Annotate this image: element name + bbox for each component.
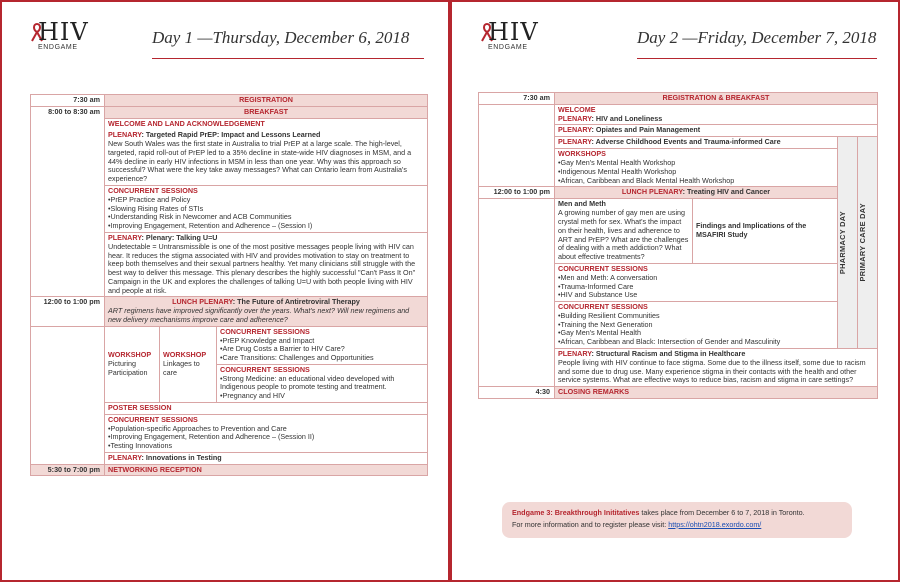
day1-schedule-table: [30, 94, 428, 476]
title-divider: [637, 58, 877, 59]
list-item: • Understanding Risk in Newcomer and ACB Communities: [108, 213, 424, 222]
plenary-title: : Innovations in Testing: [141, 452, 222, 462]
plenary-title: : Targeted Rapid PrEP: Impact and Lessons Learned: [141, 130, 321, 140]
time-cell: 8:00 to 8:30 am: [31, 106, 105, 297]
concurrent-list: [558, 312, 874, 347]
welcome-session: [105, 118, 428, 185]
plenary-uu-block: [105, 232, 428, 296]
concurrent-sessions-block: [555, 263, 838, 301]
time-cell-empty: [31, 326, 105, 464]
meth-description: A growing number of gay men are using crystal meth for sex. What's the impact on their health, lives and adherence to ART and PrEP? What are the challenges of dealing with a meth addiction? What about effective treatments?: [558, 208, 689, 262]
lunch-plenary-row: [555, 187, 838, 199]
list-item: • Population-specific Approaches to Prevention and Care: [108, 425, 424, 434]
pharmacy-day-label: PHARMACY DAY: [837, 211, 847, 275]
concurrent-label: CONCURRENT SESSIONS: [558, 302, 648, 312]
primary-care-day-label: PRIMARY CARE DAY: [857, 203, 867, 282]
plenary-racism-block: [555, 348, 878, 386]
day1-title: Day 1 —Thursday, December 6, 2018: [152, 28, 410, 47]
plenary-title: : Opiates and Pain Management: [591, 125, 701, 135]
plenary-title: : HIV and Loneliness: [591, 113, 663, 123]
lunch-title: : The Future of Antiretroviral Therapy: [232, 297, 360, 307]
registration-breakfast-row: REGISTRATION & BREAKFAST: [555, 93, 878, 105]
list-item: • Pregnancy and HIV: [220, 392, 424, 401]
welcome-label: WELCOME AND LAND ACKNOWLEDGEMENT: [108, 118, 265, 128]
plenary-label: PLENARY: [108, 130, 142, 140]
plenary-title: : Adverse Childhood Events and Trauma-informed Care: [591, 137, 781, 147]
workshop-label: WORKSHOP: [108, 350, 152, 360]
workshops-block: [555, 149, 838, 187]
poster-session-row: POSTER SESSION: [105, 403, 428, 415]
plenary-description: Undetectable = Untransmissible is one of the most positive messages people living with HIV can hear. It reduces the stigma associated with HIV and provides motivation to stay on treatment to keep both themselves and their sexual partners healthy. Yet many clinicians still struggle with the best way to deliver this message. This plenary describes the highly successful "Can't Pass It On" Campaign in the UK and explores the challenges of talking U=U with both people living with HIV and people at risk.: [108, 241, 416, 295]
list-item: • Slowing Rising Rates of STIs: [108, 205, 424, 214]
list-item: • Improving Engagement, Retention and Adherence – (Session II): [108, 433, 424, 442]
concurrent-label: CONCURRENT SESSIONS: [108, 186, 198, 196]
hiv-endgame-logo: [480, 18, 540, 58]
lunch-label: LUNCH PLENARY: [621, 187, 683, 197]
workshop-title: Picturing Participation: [108, 358, 148, 377]
concurrent-list: [220, 375, 424, 401]
list-item: • Trauma-Informed Care: [558, 283, 834, 292]
workshops-label: WORKSHOPS: [558, 149, 606, 159]
plenary-label: PLENARY: [558, 113, 592, 123]
event-info-line2: [512, 519, 842, 531]
concurrent-sessions-block: [217, 364, 428, 402]
concurrent-list: [108, 196, 424, 231]
plenary-label: PLENARY: [108, 232, 142, 242]
lunch-description: ART regimens have improved significantly over the years. What's next? Will new regimens and new delivery mechanisms improve care and adherence?: [108, 306, 410, 324]
list-item: • Building Resilient Communities: [558, 312, 874, 321]
lunch-title: : Treating HIV and Cancer: [682, 187, 771, 197]
time-cell: 7:30 am: [479, 93, 555, 105]
list-item: • Training the Next Generation: [558, 321, 874, 330]
workshops-list: [558, 159, 834, 185]
plenary-heading: [558, 115, 874, 124]
plenary-label: PLENARY: [558, 125, 592, 135]
meth-title: Men and Meth: [558, 199, 606, 209]
day2-page: [450, 0, 900, 582]
list-item: • Indigenous Mental Health Workshop: [558, 168, 834, 177]
logo-hiv-text: HIV: [38, 18, 89, 46]
time-cell: 5:30 to 7:00 pm: [31, 464, 105, 476]
networking-row: NETWORKING RECEPTION: [105, 464, 428, 476]
hiv-endgame-logo: [30, 18, 90, 58]
workshop-linkages: [160, 326, 217, 402]
logo-endgame-text: ENDGAME: [488, 44, 528, 51]
registration-row: REGISTRATION: [105, 95, 428, 107]
time-cell: 12:00 to 1:00 pm: [31, 297, 105, 326]
plenary-testing-row: [105, 452, 428, 464]
concurrent-list: [220, 337, 424, 363]
list-item: • Care Transitions: Challenges and Opportunities: [220, 354, 424, 363]
workshop-label: WORKSHOP: [163, 350, 207, 360]
concurrent-sessions-block: [105, 414, 428, 452]
breakfast-row: BREAKFAST: [105, 106, 428, 118]
day2-title: Day 2 —Friday, December 7, 2018: [637, 28, 877, 47]
closing-remarks-row: CLOSING REMARKS: [555, 387, 878, 399]
concurrent-sessions-block: [555, 302, 878, 349]
plenary-description: People living with HIV continue to face stigma. Some due to the illness itself, some due to racism and some due to drug use. Many experience stigma in their contacts with the health and other service systems. What are effective ways to reduce bias, racism and stigma in care settings?: [558, 357, 866, 385]
event-name: Endgame 3: Breakthrough Inititatives: [512, 508, 640, 517]
time-cell-empty: [479, 104, 555, 187]
msafiri-block: [693, 199, 838, 263]
plenary-description: New South Wales was the first state in Australia to trial PrEP at a large scale. The high-level, targeted, rapid roll-out of PrEP led to a 35% decline in state-wide HIV diagnoses in MSM, and a 44% decline in early HIV infections in MSM in less than one year. Why was this approach so successful? What were the key take away messages? What can Ontario learn from Australia's experience?: [108, 139, 412, 184]
plenary-label: PLENARY: [558, 137, 592, 147]
list-item: • African, Caribbean and Black Mental Health Workshop: [558, 177, 834, 186]
time-cell-empty: [479, 199, 555, 387]
lunch-label: LUNCH PLENARY: [172, 297, 233, 307]
plenary-opiates-row: [555, 125, 878, 137]
plenary-title: : Structural Racism and Stigma in Healthcare: [591, 348, 746, 358]
list-item: • Strong Medicine: an educational video developed with Indigenous people to promote testing and treatment.: [220, 375, 424, 393]
event-info-line1: [512, 507, 842, 519]
lunch-plenary-block: [105, 297, 428, 326]
welcome-block: [555, 104, 878, 125]
list-item: • Testing Innovations: [108, 442, 424, 451]
concurrent-list: [558, 274, 834, 300]
list-item: • HIV and Substance Use: [558, 291, 834, 300]
list-item: • Men and Meth: A conversation: [558, 274, 834, 283]
workshop-picturing: [105, 326, 160, 402]
time-cell: 4:30: [479, 387, 555, 399]
plenary-label: PLENARY: [108, 452, 142, 462]
msafiri-title: Findings and Implications of the MSAFIRI Study: [696, 221, 807, 240]
concurrent-sessions-block: [105, 186, 428, 233]
plenary-title: : Plenary: Talking U=U: [141, 232, 218, 242]
day2-schedule-table: [478, 92, 878, 399]
event-dates: takes place from December 6 to 7, 2018 in Toronto.: [639, 508, 805, 517]
concurrent-label: CONCURRENT SESSIONS: [108, 414, 198, 424]
logo-hiv-text: HIV: [488, 18, 539, 46]
time-cell: 12:00 to 1:00 pm: [479, 187, 555, 199]
list-item: • PrEP Knowledge and Impact: [220, 337, 424, 346]
title-divider: [152, 58, 424, 59]
event-info-box: [502, 502, 852, 538]
workshop-title: Linkages to care: [163, 358, 200, 377]
logo-endgame-text: ENDGAME: [38, 44, 78, 51]
welcome-label: WELCOME: [558, 104, 596, 114]
list-item: • Gay Men's Mental Health Workshop: [558, 159, 834, 168]
list-item: • PrEP Practice and Policy: [108, 196, 424, 205]
list-item: • African, Caribbean and Black: Intersection of Gender and Masculinity: [558, 338, 874, 347]
list-item: • Improving Engagement, Retention and Adherence – (Session I): [108, 222, 424, 231]
concurrent-label: CONCURRENT SESSIONS: [558, 263, 648, 273]
concurrent-sessions-block: [217, 326, 428, 364]
concurrent-list: [108, 425, 424, 451]
concurrent-label: CONCURRENT SESSIONS: [220, 364, 310, 374]
plenary-ace-row: [555, 137, 838, 149]
register-text: For more information and to register please visit:: [512, 519, 669, 529]
men-and-meth-block: [555, 199, 693, 263]
list-item: • Gay Men's Mental Health: [558, 329, 874, 338]
plenary-label: PLENARY: [558, 348, 592, 358]
concurrent-label: CONCURRENT SESSIONS: [220, 326, 310, 336]
list-item: • Are Drug Costs a Barrier to HIV Care?: [220, 345, 424, 354]
register-link[interactable]: https://ohtn2018.exordo.com/: [668, 519, 762, 529]
time-cell: 7:30 am: [31, 95, 105, 107]
